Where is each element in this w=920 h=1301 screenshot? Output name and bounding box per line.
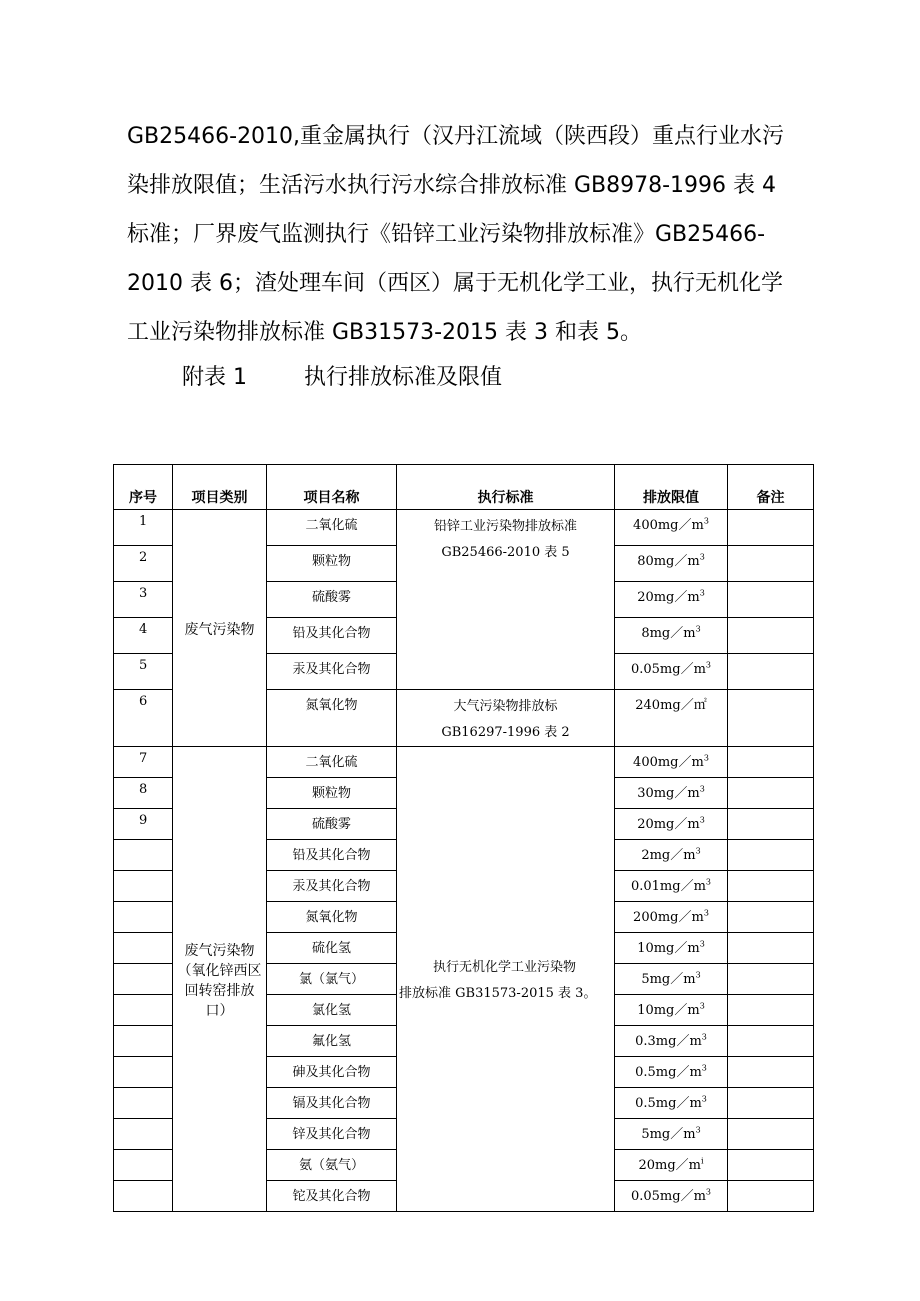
remark-cell [728, 871, 814, 902]
emission-limit [615, 654, 728, 690]
row-number [114, 902, 173, 933]
row-number: 8 [114, 778, 173, 809]
row-number: 1 [114, 510, 173, 546]
remark-cell [728, 964, 814, 995]
standard-cell [397, 747, 615, 1212]
emission-limit [615, 902, 728, 933]
remark-cell [728, 654, 814, 690]
row-number [114, 871, 173, 902]
header-remark: 备注 [728, 465, 814, 510]
unit-superscript: 3 [703, 516, 709, 526]
category-cell [173, 510, 267, 747]
item-name: 氟化氢 [267, 1026, 397, 1057]
item-name: 砷及其化合物 [267, 1057, 397, 1088]
limit-value: 400mg／m [633, 518, 704, 533]
limit-value: 0.5mg／m [635, 1096, 702, 1111]
item-name: 汞及其化合物 [267, 871, 397, 902]
row-number [114, 1150, 173, 1181]
remark-cell [728, 1026, 814, 1057]
table-row [114, 510, 814, 546]
emission-limit [615, 582, 728, 618]
row-number [114, 933, 173, 964]
paragraph-line: 2010 表 6；渣处理车间（西区）属于无机化学工业，执行无机化学 [127, 271, 783, 296]
row-number [114, 1181, 173, 1212]
item-name: 颗粒物 [267, 546, 397, 582]
item-name: 硫酸雾 [267, 582, 397, 618]
remark-cell [728, 1181, 814, 1212]
standard-line: 大气污染物排放标 [453, 699, 558, 714]
table-caption-label: 附表 1 [182, 365, 247, 390]
unit-superscript: 3 [699, 939, 705, 949]
header-limit: 排放限值 [615, 465, 728, 510]
item-name: 氮氧化物 [267, 902, 397, 933]
limit-value: 10mg／m [637, 941, 700, 956]
remark-cell [728, 902, 814, 933]
row-number [114, 1026, 173, 1057]
category-line: 回转窑排放 [184, 983, 255, 999]
standard-line: GB16297-1996 表 2 [441, 725, 570, 740]
unit-superscript: 3 [701, 1094, 707, 1104]
item-name: 铅及其化合物 [267, 618, 397, 654]
standard-line: 铅锌工业污染物排放标准 [433, 519, 577, 534]
remark-cell [728, 778, 814, 809]
row-number [114, 840, 173, 871]
item-name: 硫化氢 [267, 933, 397, 964]
remark-cell [728, 995, 814, 1026]
emission-limit [615, 546, 728, 582]
limit-value: 240mg／㎡ [635, 698, 707, 713]
unit-superscript: i [700, 1156, 704, 1166]
limit-value: 0.05mg／m [630, 662, 706, 677]
emission-limit [615, 840, 728, 871]
unit-superscript: 3 [695, 1125, 701, 1135]
emission-limit [615, 778, 728, 809]
limit-value: 400mg／m [633, 755, 704, 770]
emission-limit [615, 933, 728, 964]
row-number: 6 [114, 690, 173, 747]
table-header-row [114, 465, 814, 510]
standard-cell [397, 510, 615, 690]
row-number: 2 [114, 546, 173, 582]
category-line: 废气污染物 [184, 943, 255, 959]
emission-limit [615, 1026, 728, 1057]
remark-cell [728, 1057, 814, 1088]
table-row [114, 747, 814, 778]
unit-superscript: 3 [703, 908, 709, 918]
remark-cell [728, 933, 814, 964]
unit-superscript: 3 [695, 846, 701, 856]
body-paragraph [127, 112, 817, 357]
limit-value: 0.01mg／m [630, 879, 706, 894]
unit-superscript: 3 [703, 753, 709, 763]
paragraph-line: 工业污染物排放标准 GB31573-2015 表 3 和表 5。 [127, 320, 643, 345]
row-number: 3 [114, 582, 173, 618]
row-number [114, 1119, 173, 1150]
category-cell [173, 747, 267, 1212]
item-name: 氮氧化物 [267, 690, 397, 747]
row-number: 7 [114, 747, 173, 778]
item-name: 氨（氨气） [267, 1150, 397, 1181]
table-caption-title: 执行排放标准及限值 [304, 365, 503, 390]
unit-superscript: 3 [699, 815, 705, 825]
header-item-name: 项目名称 [267, 465, 397, 510]
limit-value: 0.05mg／m [630, 1189, 706, 1204]
header-no: 序号 [114, 465, 173, 510]
limit-value: 80mg／m [637, 554, 700, 569]
standard-line: 执行无机化学工业污染物 [433, 960, 577, 975]
limit-value: 20mg／m [637, 590, 700, 605]
standard-line: 排放标准 GB31573-2015 表 3。 [399, 986, 597, 1001]
remark-cell [728, 747, 814, 778]
item-name: 氯化氢 [267, 995, 397, 1026]
emission-limit [615, 1181, 728, 1212]
item-name: 二氧化硫 [267, 747, 397, 778]
limit-value: 5mg／m [641, 972, 696, 987]
limit-value: 20mg／m [638, 1158, 701, 1173]
paragraph-line: 标准；厂界废气监测执行《铅锌工业污染物排放标准》GB25466- [127, 222, 766, 247]
unit-superscript: 3 [695, 624, 701, 634]
item-name: 二氧化硫 [267, 510, 397, 546]
row-number [114, 995, 173, 1026]
emission-limit [615, 964, 728, 995]
remark-cell [728, 1150, 814, 1181]
unit-superscript: 3 [699, 784, 705, 794]
emission-limit [615, 809, 728, 840]
unit-superscript: 3 [695, 970, 701, 980]
item-name: 锌及其化合物 [267, 1119, 397, 1150]
item-name: 铅及其化合物 [267, 840, 397, 871]
unit-superscript: 3 [701, 1063, 707, 1073]
limit-value: 20mg／m [637, 817, 700, 832]
unit-superscript: 3 [705, 660, 711, 670]
emission-limit [615, 510, 728, 546]
category-line: （氧化锌西区 [177, 963, 262, 979]
item-name: 铊及其化合物 [267, 1181, 397, 1212]
paragraph-line: 染排放限值；生活污水执行污水综合排放标准 GB8978-1996 表 4 [127, 173, 777, 198]
emission-standards-table [113, 464, 814, 1212]
limit-value: 2mg／m [641, 848, 696, 863]
remark-cell [728, 546, 814, 582]
emission-limit [615, 618, 728, 654]
emission-limit [615, 995, 728, 1026]
emission-limit [615, 871, 728, 902]
remark-cell [728, 618, 814, 654]
unit-superscript: 3 [705, 877, 711, 887]
item-name: 氯（氯气） [267, 964, 397, 995]
remark-cell [728, 510, 814, 546]
emission-limit [615, 690, 728, 747]
limit-value: 30mg／m [637, 786, 700, 801]
emission-limit [615, 1150, 728, 1181]
paragraph-line: GB25466-2010,重金属执行（汉丹江流域（陕西段）重点行业水污 [127, 124, 785, 149]
limit-value: 8mg／m [641, 626, 696, 641]
remark-cell [728, 840, 814, 871]
limit-value: 0.3mg／m [635, 1034, 702, 1049]
row-number [114, 964, 173, 995]
item-name: 汞及其化合物 [267, 654, 397, 690]
row-number: 4 [114, 618, 173, 654]
row-number [114, 1057, 173, 1088]
item-name: 镉及其化合物 [267, 1088, 397, 1119]
header-category: 项目类别 [173, 465, 267, 510]
unit-superscript: 3 [705, 1187, 711, 1197]
item-name: 硫酸雾 [267, 809, 397, 840]
category-label: 废气污染物 [184, 622, 255, 638]
limit-value: 5mg／m [641, 1127, 696, 1142]
emission-limit [615, 1088, 728, 1119]
row-number: 9 [114, 809, 173, 840]
emission-limit [615, 1057, 728, 1088]
remark-cell [728, 1119, 814, 1150]
unit-superscript: 3 [699, 1001, 705, 1011]
standard-cell [397, 690, 615, 747]
category-line: 口） [205, 1003, 234, 1019]
remark-cell [728, 809, 814, 840]
remark-cell [728, 1088, 814, 1119]
row-number [114, 1088, 173, 1119]
item-name: 颗粒物 [267, 778, 397, 809]
limit-value: 0.5mg／m [635, 1065, 702, 1080]
emission-limit [615, 747, 728, 778]
emission-limit [615, 1119, 728, 1150]
limit-value: 10mg／m [637, 1003, 700, 1018]
header-standard: 执行标准 [397, 465, 615, 510]
row-number: 5 [114, 654, 173, 690]
unit-superscript: 3 [701, 1032, 707, 1042]
unit-superscript: 3 [699, 552, 705, 562]
remark-cell [728, 582, 814, 618]
limit-value: 200mg／m [633, 910, 704, 925]
remark-cell [728, 690, 814, 747]
unit-superscript: 3 [699, 588, 705, 598]
standard-line: GB25466-2010 表 5 [441, 545, 570, 560]
